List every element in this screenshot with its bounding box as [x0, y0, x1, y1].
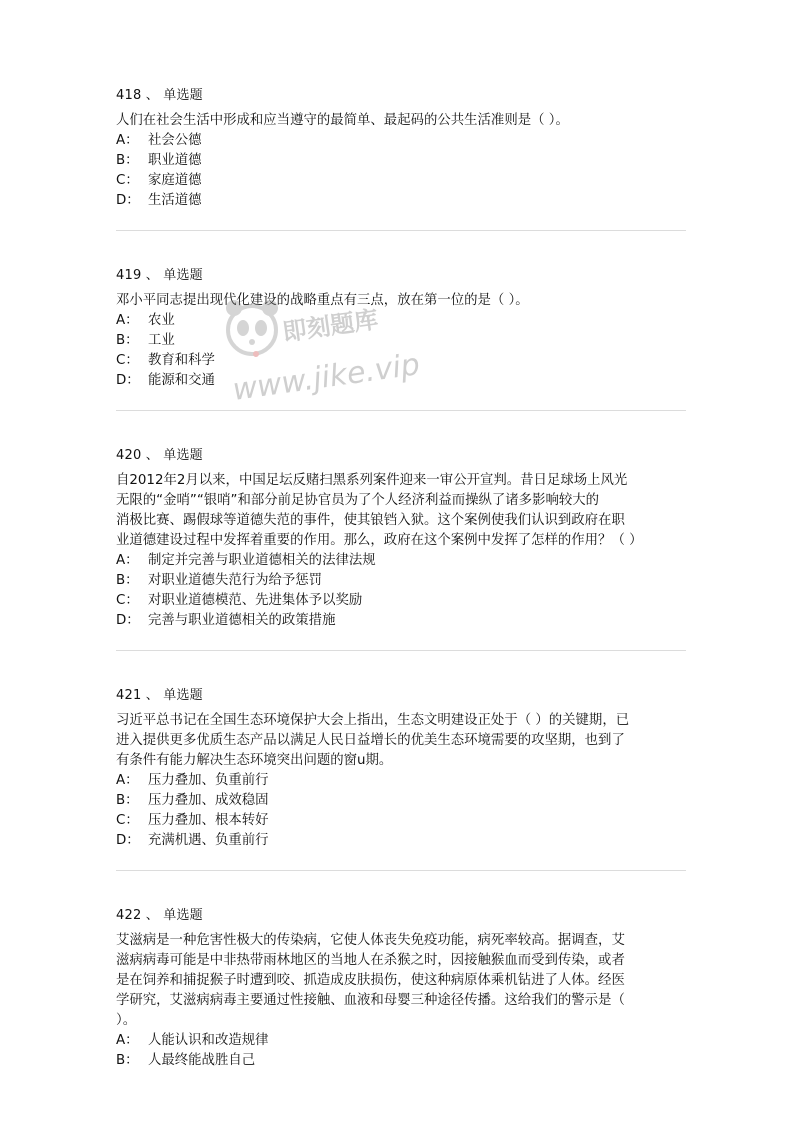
option-letter: A： — [116, 133, 139, 148]
option-b — [116, 571, 688, 591]
option-letter: B： — [116, 153, 139, 168]
option-c — [116, 591, 688, 611]
question-header: 421 、 单选题 — [116, 688, 203, 703]
option-letter: C： — [116, 593, 139, 608]
option-b — [116, 151, 688, 171]
option-text: 人能认识和改造规律 — [148, 1033, 269, 1048]
option-c — [116, 171, 688, 191]
option-letter: C： — [116, 173, 139, 188]
option-letter: C： — [116, 813, 139, 828]
question-header: 422 、 单选题 — [116, 908, 203, 923]
option-a — [116, 311, 688, 331]
question-stem: 自2012年2月以来，中国足坛反赌扫黑系列案件迎来一审公开宣判。昔日足球场上风光 无限的“金哨”“银哨”和部分前足协官员为了个人经济利益而操纵了诸多影响较大的 消极比赛、踢假球等道德失范的事件，使其锒铛入狱。这个案例使我们认识到政府在职 业道德建设过程中发挥着重要的作用。那么，政府在这个案例中发挥了怎样的作用？（ ） — [116, 473, 643, 548]
option-d — [116, 191, 688, 211]
option-d — [116, 611, 688, 631]
option-letter: A： — [116, 313, 139, 328]
question-419 — [116, 266, 688, 391]
option-letter: B： — [116, 573, 139, 588]
option-text: 压力叠加、成效稳固 — [148, 793, 269, 808]
option-text: 人最终能战胜自己 — [148, 1053, 256, 1068]
option-letter: D： — [116, 833, 140, 848]
option-a — [116, 1031, 688, 1051]
watermark-brand: 即刻题库 — [280, 305, 380, 347]
option-text: 家庭道德 — [148, 173, 202, 188]
option-b — [116, 1051, 688, 1071]
option-letter: D： — [116, 613, 140, 628]
option-text: 压力叠加、根本转好 — [148, 813, 269, 828]
question-420 — [116, 446, 688, 631]
question-divider — [116, 650, 686, 651]
option-b — [116, 331, 688, 351]
option-b — [116, 791, 688, 811]
question-header: 418 、 单选题 — [116, 88, 203, 103]
option-text: 制定并完善与职业道德相关的法律法规 — [148, 553, 376, 568]
option-text: 职业道德 — [148, 153, 202, 168]
option-text: 充满机遇、负重前行 — [148, 833, 269, 848]
question-stem: 人们在社会生活中形成和应当遵守的最简单、最起码的公共生活准则是（ ）。 — [116, 113, 569, 128]
option-text: 社会公德 — [148, 133, 202, 148]
option-letter: A： — [116, 553, 139, 568]
option-text: 工业 — [148, 333, 175, 348]
option-a — [116, 771, 688, 791]
option-letter: A： — [116, 1033, 139, 1048]
option-c — [116, 351, 688, 371]
option-text: 能源和交通 — [148, 373, 215, 388]
option-letter: D： — [116, 373, 140, 388]
question-divider — [116, 410, 686, 411]
option-letter: B： — [116, 333, 139, 348]
question-421 — [116, 686, 688, 851]
question-stem: 邓小平同志提出现代化建设的战略重点有三点，放在第一位的是（ ）。 — [116, 293, 529, 308]
option-d — [116, 831, 688, 851]
option-text: 对职业道德模范、先进集体予以奖励 — [148, 593, 363, 608]
question-422 — [116, 906, 688, 1071]
option-letter: B： — [116, 793, 139, 808]
option-d — [116, 371, 688, 391]
question-divider — [116, 870, 686, 871]
option-a — [116, 131, 688, 151]
option-text: 完善与职业道德相关的政策措施 — [148, 613, 336, 628]
watermark-url: www.jike.vip — [230, 347, 422, 408]
option-text: 农业 — [148, 313, 175, 328]
question-divider — [116, 230, 686, 231]
option-text: 压力叠加、负重前行 — [148, 773, 269, 788]
option-letter: D： — [116, 193, 140, 208]
option-letter: C： — [116, 353, 139, 368]
option-c — [116, 811, 688, 831]
option-letter: B： — [116, 1053, 139, 1068]
question-header: 419 、 单选题 — [116, 268, 203, 283]
question-header: 420 、 单选题 — [116, 448, 203, 463]
option-text: 对职业道德失范行为给予惩罚 — [148, 573, 323, 588]
option-a — [116, 551, 688, 571]
option-text: 教育和科学 — [148, 353, 215, 368]
question-stem: 习近平总书记在全国生态环境保护大会上指出，生态文明建设正处于（ ）的关键期，已 进入提供更多优质生态产品以满足人民日益增长的优美生态环境需要的攻坚期，也到了 有条件有能力解决生态环境突出问题的窗u期。 — [116, 713, 630, 768]
question-stem: 艾滋病是一种危害性极大的传染病，它使人体丧失免疫功能，病死率较高。据调查，艾 滋病病毒可能是中非热带雨林地区的当地人在杀猴之时，因接触猴血而受到传染，或者 是在饲养和捕捉猴子时遭到咬、抓造成皮肤损伤，使这种病原体乘机钻进了人体。经医 学研究，艾滋病病毒主要通过性接触、血液和母婴三种途径传播。这给我们的警示是（ ）。 — [116, 933, 625, 1028]
option-letter: A： — [116, 773, 139, 788]
option-text: 生活道德 — [148, 193, 202, 208]
question-418 — [116, 86, 688, 211]
